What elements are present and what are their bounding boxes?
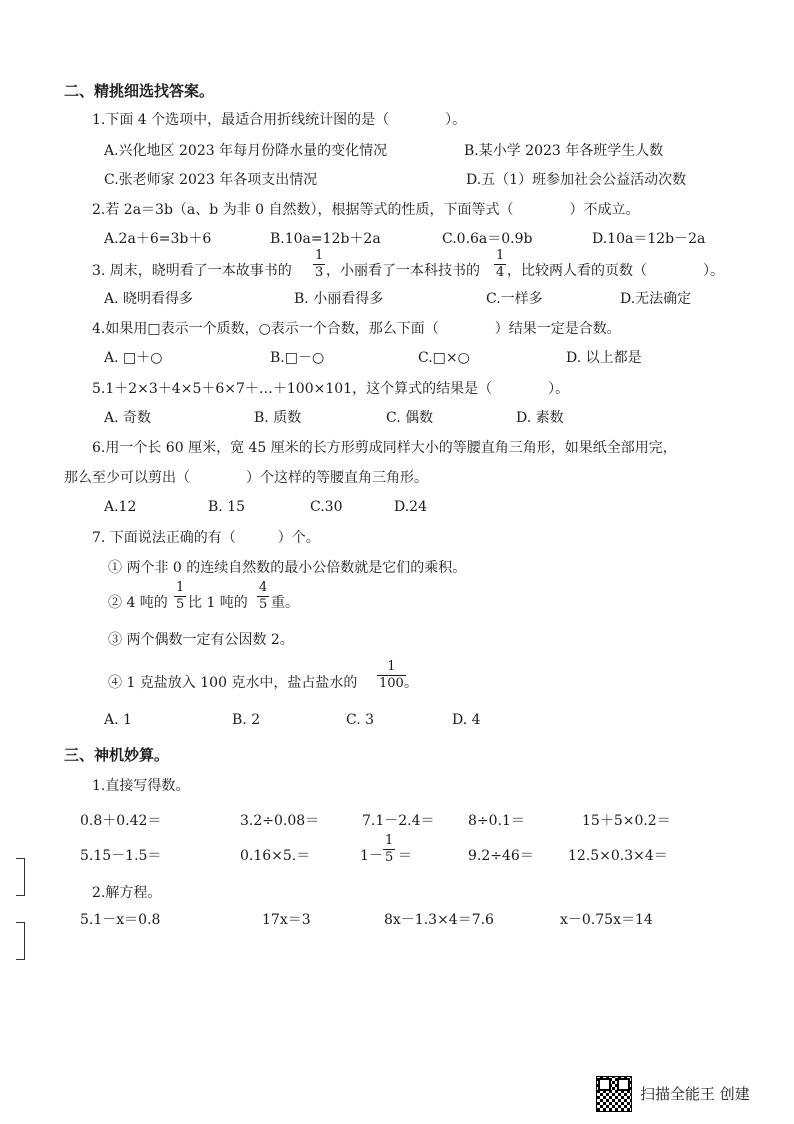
q1-option-c: C.张老师家 2023 年各项支出情况 [104,172,318,188]
q7-statement-3: ③ 两个偶数一定有公因数 2。 [108,632,294,648]
binding-mark-lower [16,922,25,960]
q7-statement-2-part2: 比 1 吨的 [188,595,248,611]
q5-option-a: A. 奇数 [104,410,152,426]
q5-stem: 5.1＋2×3＋4×5＋6×7＋…＋100×101，这个算式的结果是（ ）。 [92,381,570,397]
q7-option-a: A. 1 [104,712,132,728]
q3-fraction-one-third: 1 3 [315,248,324,280]
mental-math-8-prefix: 1－ [360,848,383,864]
q6-option-a: A.12 [104,499,137,515]
q7-fraction-one-fifth: 1 5 [176,580,185,612]
q7-statement-4-part2: 。 [404,675,418,691]
q6-stem-line2: 那么至少可以剪出（ ）个这样的等腰直角三角形。 [64,470,428,486]
q6-option-c: C.30 [310,499,343,515]
q4-option-a: A. □＋○ [104,350,163,366]
q3-option-d: D.无法确定 [620,291,692,307]
q7-statement-1: ① 两个非 0 的连续自然数的最小公倍数就是它们的乘积。 [108,560,467,576]
q3-stem-part2: ，小丽看了一本科技书的 [326,263,480,279]
equation-1: 5.1－x＝0.8 [80,912,161,928]
q7-option-d: D. 4 [452,712,481,728]
mental-math-subtitle: 1.直接写得数。 [92,778,190,794]
mental-math-8-fraction: 1 5 [385,833,394,865]
q7-fraction-one-hundredth: 1 100 [379,659,404,691]
q7-option-b: B. 2 [232,712,261,728]
qr-code-icon [596,1076,632,1112]
q1-option-b: B.某小学 2023 年各班学生人数 [464,143,664,159]
binding-mark-upper [16,858,25,896]
q1-stem: 1.下面 4 个选项中，最适合用折线统计图的是（ ）。 [92,112,467,128]
mental-math-10: 12.5×0.3×4＝ [568,848,668,864]
q3-stem-part3: ，比较两人看的页数（ ）。 [507,263,724,279]
q7-option-c: C. 3 [346,712,375,728]
q1-option-d: D.五（1）班参加社会公益活动次数 [466,172,687,188]
section-2-title: 二、精挑细选找答案。 [64,82,215,100]
q3-stem-part1: 3. 周末，晓明看了一本故事书的 [92,263,292,279]
equations-subtitle: 2.解方程。 [92,885,162,901]
mental-math-3: 7.1－2.4＝ [362,813,435,829]
mental-math-5: 15＋5×0.2＝ [582,813,671,829]
equation-2: 17x＝3 [262,912,311,928]
q4-stem: 4.如果用□表示一个质数，○表示一个合数，那么下面（ ）结果一定是合数。 [92,321,621,337]
q7-statement-4-part1: ④ 1 克盐放入 100 克水中，盐占盐水的 [108,675,358,691]
mental-math-2: 3.2÷0.08＝ [240,813,320,829]
q5-option-c: C. 偶数 [386,410,434,426]
q7-stem: 7. 下面说法正确的有（ ）个。 [92,530,320,546]
equation-4: x－0.75x＝14 [560,912,653,928]
q5-option-b: B. 质数 [254,410,302,426]
q3-option-c: C.一样多 [486,291,543,307]
q7-statement-2-part1: ② 4 吨的 [108,595,168,611]
q6-stem-line1: 6.用一个长 60 厘米，宽 45 厘米的长方形剪成同样大小的等腰直角三角形，如果纸全部用完， [92,440,677,456]
q4-option-c: C.□×○ [418,350,470,366]
q3-option-a: A. 晓明看得多 [104,291,194,307]
q2-option-c: C.0.6a＝0.9b [442,231,533,247]
mental-math-9: 9.2÷46＝ [468,848,534,864]
q2-option-d: D.10a＝12b－2a [592,231,706,247]
mental-math-4: 8÷0.1＝ [468,813,525,829]
q2-option-a: A.2a＋6=3b＋6 [104,231,212,247]
q2-option-b: B.10a=12b＋2a [270,231,381,247]
q2-stem: 2.若 2a＝3b（a、b 为非 0 自然数），根据等式的性质，下面等式（ ）不成立。 [92,202,640,218]
q5-option-d: D. 素数 [516,410,564,426]
equation-3: 8x－1.3×4＝7.6 [384,912,494,928]
scanner-watermark: 扫描全能王 创建 [640,1085,750,1103]
q4-option-d: D. 以上都是 [566,350,642,366]
mental-math-1: 0.8＋0.42＝ [80,813,162,829]
q7-fraction-four-fifths: 4 5 [259,580,268,612]
q1-option-a: A.兴化地区 2023 年每月份降水量的变化情况 [104,143,388,159]
q4-option-b: B.□－○ [270,350,325,366]
q3-option-b: B. 小丽看得多 [294,291,384,307]
q7-statement-2-part3: 重。 [271,595,299,611]
mental-math-6: 5.15－1.5＝ [80,848,162,864]
q6-option-b: B. 15 [208,499,246,515]
q3-fraction-one-quarter: 1 4 [496,248,505,280]
section-3-title: 三、神机妙算。 [64,746,170,764]
mental-math-8-suffix: ＝ [398,848,412,864]
q6-option-d: D.24 [394,499,427,515]
mental-math-7: 0.16×5.＝ [240,848,311,864]
